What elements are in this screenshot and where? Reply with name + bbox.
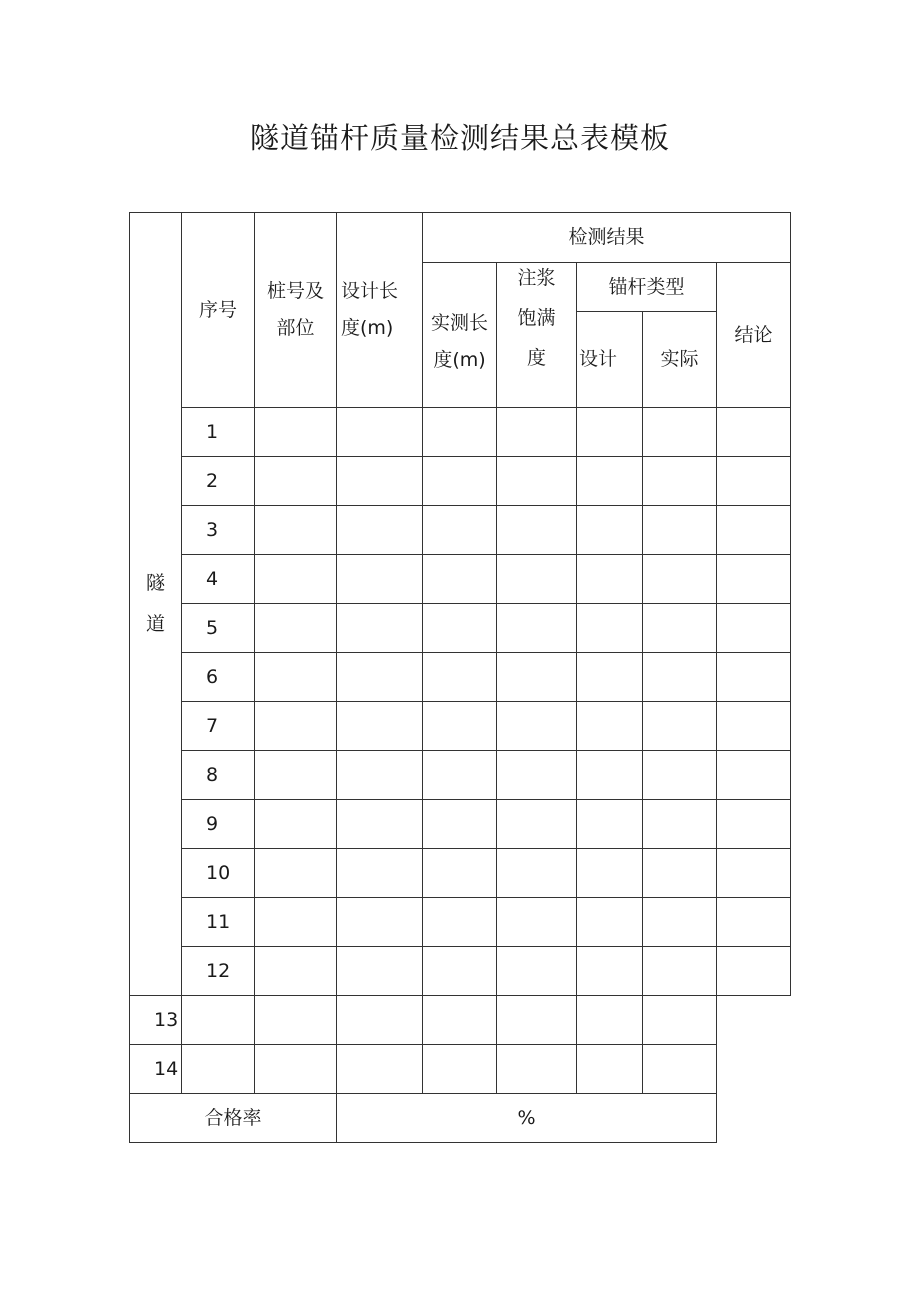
header-design-length-line: 设计长: [341, 280, 399, 303]
measured-length-cell[interactable]: [423, 408, 497, 457]
grout-fullness-cell[interactable]: [497, 408, 577, 457]
pass-rate-value[interactable]: %: [337, 1094, 717, 1143]
header-design-length-line: 度(m): [341, 317, 394, 339]
grout-fullness-cell[interactable]: [497, 751, 577, 800]
table-row: [130, 457, 791, 506]
bolt-actual-cell[interactable]: [643, 947, 717, 996]
bolt-actual-cell[interactable]: [643, 408, 717, 457]
bolt-actual-cell[interactable]: [643, 457, 717, 506]
conclusion-cell[interactable]: [717, 898, 791, 947]
design-length-cell[interactable]: [337, 506, 423, 555]
station-cell[interactable]: [255, 702, 337, 751]
bolt-actual-cell[interactable]: [643, 653, 717, 702]
header-measured-length-line: 实测长: [430, 312, 488, 335]
bolt-actual-cell[interactable]: [577, 996, 643, 1045]
conclusion-cell[interactable]: [717, 947, 791, 996]
grout-fullness-cell[interactable]: [497, 653, 577, 702]
design-length-cell[interactable]: [337, 849, 423, 898]
bolt-design-cell[interactable]: [577, 653, 643, 702]
table-row: [130, 947, 791, 996]
header-grout-line: 饱满: [517, 306, 556, 329]
measured-length-cell[interactable]: [423, 604, 497, 653]
row-seq-cell: 3: [182, 506, 255, 555]
conclusion-cell[interactable]: [717, 702, 791, 751]
header-bolt-type: 锚杆类型: [577, 263, 717, 312]
measured-length-cell[interactable]: [423, 555, 497, 604]
measured-length-cell[interactable]: [423, 849, 497, 898]
bolt-actual-cell[interactable]: [643, 702, 717, 751]
header-grout-fullness: [497, 263, 577, 408]
inspection-results-table: [129, 212, 791, 1143]
grout-fullness-cell[interactable]: [423, 996, 497, 1045]
design-length-cell[interactable]: [337, 947, 423, 996]
table-row: [130, 653, 791, 702]
station-cell[interactable]: [255, 408, 337, 457]
header-measured-length-line: 度(m): [433, 349, 486, 371]
grout-fullness-cell[interactable]: [497, 849, 577, 898]
conclusion-cell[interactable]: [717, 555, 791, 604]
table-row: [130, 996, 791, 1045]
grout-fullness-cell[interactable]: [497, 604, 577, 653]
row-seq-cell: 6: [182, 653, 255, 702]
bolt-design-cell[interactable]: [577, 898, 643, 947]
measured-length-cell[interactable]: [423, 506, 497, 555]
bolt-design-cell[interactable]: [577, 604, 643, 653]
header-grout-line: 注浆: [517, 267, 556, 289]
grout-fullness-cell[interactable]: [497, 506, 577, 555]
design-length-cell[interactable]: [337, 555, 423, 604]
conclusion-cell[interactable]: [717, 751, 791, 800]
bolt-actual-cell[interactable]: [643, 506, 717, 555]
measured-length-cell[interactable]: [337, 996, 423, 1045]
bolt-design-cell[interactable]: [577, 947, 643, 996]
conclusion-cell[interactable]: [717, 506, 791, 555]
table-row: [130, 849, 791, 898]
design-length-cell[interactable]: [337, 408, 423, 457]
bolt-design-cell[interactable]: [577, 457, 643, 506]
design-length-cell[interactable]: [337, 653, 423, 702]
table-row: [130, 898, 791, 947]
measured-length-cell[interactable]: [423, 702, 497, 751]
footer-row: [130, 1094, 791, 1143]
grout-fullness-cell[interactable]: [423, 1045, 497, 1094]
row-seq-cell: 14: [130, 1045, 182, 1094]
station-cell[interactable]: [255, 506, 337, 555]
station-cell[interactable]: [255, 800, 337, 849]
measured-length-cell[interactable]: [423, 898, 497, 947]
station-cell[interactable]: [182, 1045, 255, 1094]
bolt-actual-cell[interactable]: [577, 1045, 643, 1094]
header-design-length: [337, 213, 423, 408]
measured-length-cell[interactable]: [337, 1045, 423, 1094]
design-length-cell[interactable]: [337, 604, 423, 653]
station-cell[interactable]: [255, 555, 337, 604]
bolt-design-cell[interactable]: [577, 751, 643, 800]
header-bolt-design: 设计: [577, 312, 643, 408]
bolt-design-cell[interactable]: [577, 849, 643, 898]
row-seq-cell: 11: [182, 898, 255, 947]
grout-fullness-cell[interactable]: [497, 898, 577, 947]
header-conclusion: 结论: [717, 263, 791, 408]
section-label-char: 隧: [145, 572, 165, 595]
station-cell[interactable]: [182, 996, 255, 1045]
header-station-line: 部位: [276, 317, 315, 339]
header-station-line: 桩号及: [266, 280, 324, 303]
row-seq-cell: 2: [182, 457, 255, 506]
bolt-design-cell[interactable]: [497, 1045, 577, 1094]
measured-length-cell[interactable]: [423, 947, 497, 996]
design-length-cell[interactable]: [337, 898, 423, 947]
table-row: [130, 751, 791, 800]
row-seq-cell: 12: [182, 947, 255, 996]
table-row: [130, 604, 791, 653]
station-cell[interactable]: [255, 751, 337, 800]
grout-fullness-cell[interactable]: [497, 702, 577, 751]
page-title: 隧道锚杆质量检测结果总表模板: [249, 121, 670, 155]
table-row: [130, 702, 791, 751]
station-cell[interactable]: [255, 653, 337, 702]
bolt-actual-cell[interactable]: [643, 898, 717, 947]
row-seq-cell: 8: [182, 751, 255, 800]
section-label-cell: [130, 213, 182, 996]
pass-rate-label: 合格率: [130, 1094, 337, 1143]
row-seq-cell: 10: [182, 849, 255, 898]
design-length-cell[interactable]: [337, 457, 423, 506]
bolt-design-cell[interactable]: [577, 408, 643, 457]
table-row: [130, 506, 791, 555]
table-row: [130, 408, 791, 457]
row-seq-cell: 5: [182, 604, 255, 653]
conclusion-cell[interactable]: [717, 653, 791, 702]
header-grout-line: 度: [526, 346, 546, 369]
conclusion-cell[interactable]: [717, 457, 791, 506]
conclusion-cell[interactable]: [643, 996, 717, 1045]
row-seq-cell: 4: [182, 555, 255, 604]
bolt-design-cell[interactable]: [577, 555, 643, 604]
design-length-cell[interactable]: [337, 702, 423, 751]
conclusion-cell[interactable]: [717, 408, 791, 457]
header-station: [255, 213, 337, 408]
design-length-cell[interactable]: [255, 996, 337, 1045]
bolt-design-cell[interactable]: [577, 800, 643, 849]
measured-length-cell[interactable]: [423, 751, 497, 800]
header-seq: 序号: [182, 213, 255, 408]
grout-fullness-cell[interactable]: [497, 800, 577, 849]
header-bolt-actual: 实际: [643, 312, 717, 408]
station-cell[interactable]: [255, 947, 337, 996]
row-seq-cell: 13: [130, 996, 182, 1045]
bolt-actual-cell[interactable]: [643, 849, 717, 898]
bolt-actual-cell[interactable]: [643, 555, 717, 604]
row-seq-cell: 7: [182, 702, 255, 751]
table-row: [130, 1045, 791, 1094]
header-results: 检测结果: [423, 213, 791, 263]
bolt-actual-cell[interactable]: [643, 751, 717, 800]
conclusion-cell[interactable]: [717, 800, 791, 849]
table-row: [130, 555, 791, 604]
bolt-actual-cell[interactable]: [643, 604, 717, 653]
design-length-cell[interactable]: [255, 1045, 337, 1094]
station-cell[interactable]: [255, 898, 337, 947]
row-seq-cell: 9: [182, 800, 255, 849]
section-label-char: 道: [145, 613, 165, 635]
conclusion-cell[interactable]: [717, 849, 791, 898]
design-length-cell[interactable]: [337, 800, 423, 849]
bolt-design-cell[interactable]: [577, 702, 643, 751]
conclusion-cell[interactable]: [643, 1045, 717, 1094]
station-cell[interactable]: [255, 604, 337, 653]
grout-fullness-cell[interactable]: [497, 457, 577, 506]
conclusion-cell[interactable]: [717, 604, 791, 653]
station-cell[interactable]: [255, 849, 337, 898]
table-row: [130, 800, 791, 849]
header-measured-length: [423, 263, 497, 408]
station-cell[interactable]: [255, 457, 337, 506]
bolt-design-cell[interactable]: [497, 996, 577, 1045]
grout-fullness-cell[interactable]: [497, 947, 577, 996]
bolt-actual-cell[interactable]: [643, 800, 717, 849]
measured-length-cell[interactable]: [423, 457, 497, 506]
grout-fullness-cell[interactable]: [497, 555, 577, 604]
design-length-cell[interactable]: [337, 751, 423, 800]
bolt-design-cell[interactable]: [577, 506, 643, 555]
measured-length-cell[interactable]: [423, 800, 497, 849]
measured-length-cell[interactable]: [423, 653, 497, 702]
row-seq-cell: 1: [182, 408, 255, 457]
